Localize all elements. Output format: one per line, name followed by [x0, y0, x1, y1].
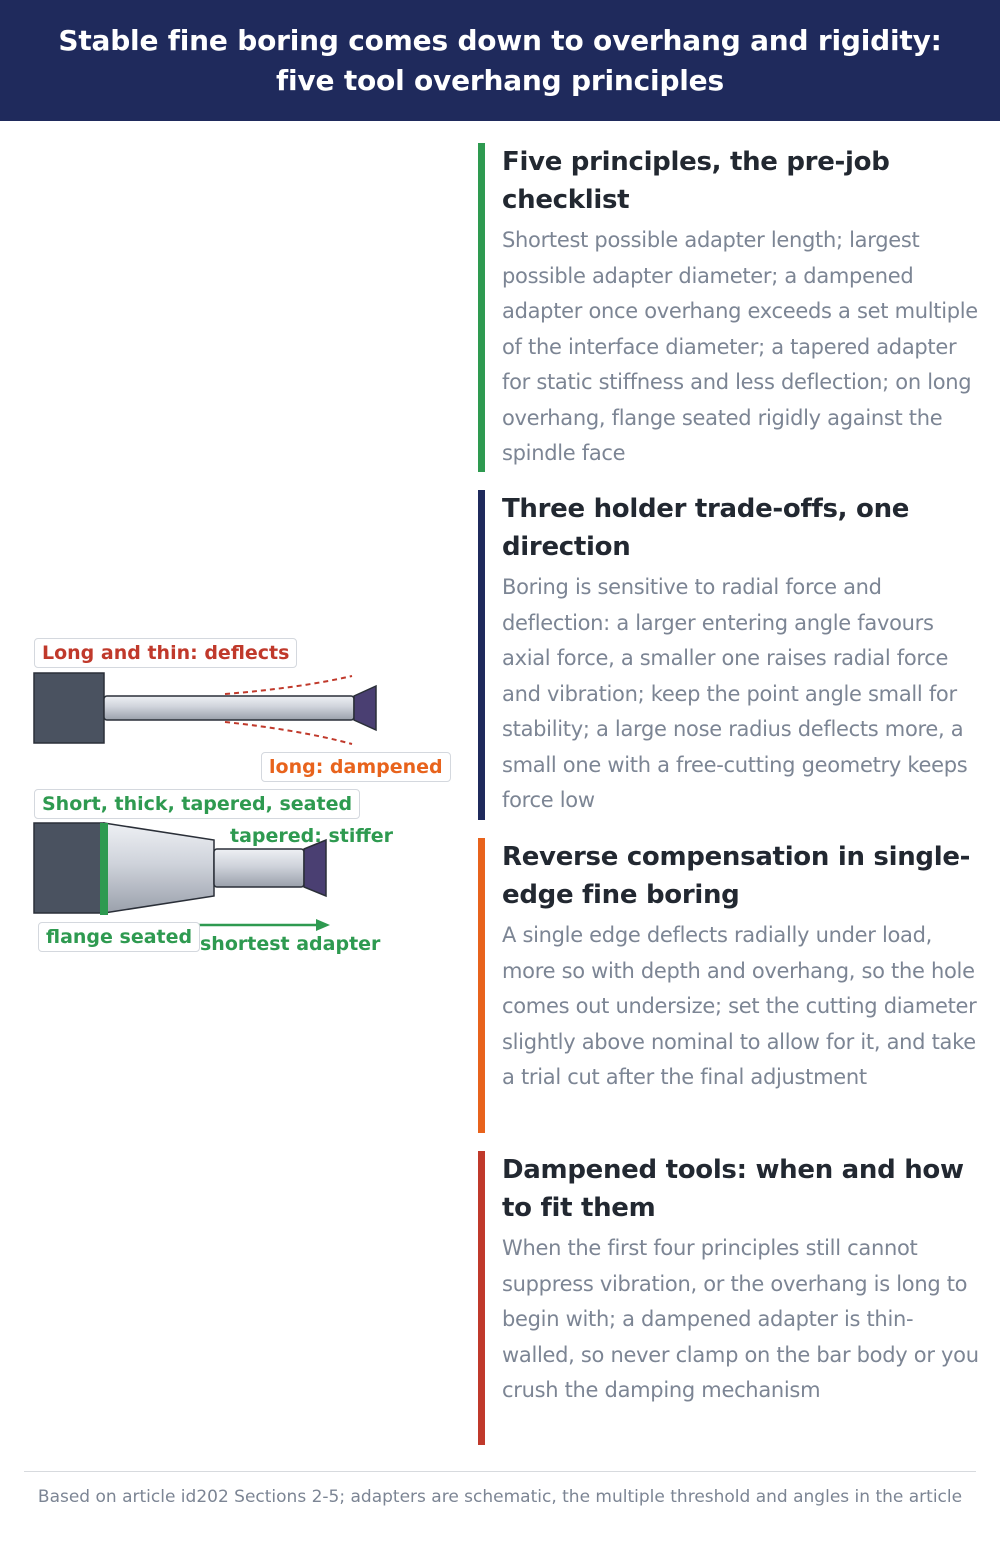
label-tapered-stiffer: tapered: stiffer: [230, 825, 394, 847]
panel-title: Reverse compensation in single-edge fine boring: [502, 842, 971, 910]
overhang-diagram: [0, 600, 470, 1000]
panel-title: Five principles, the pre-job checklist: [502, 147, 890, 215]
spindle-block-short: [34, 823, 104, 913]
short-thick-bar: [214, 849, 304, 887]
panel-body: Boring is sensitive to radial force and deflection: a larger entering angle favours axial force, a smaller one raises radial force and vibration; keep the point angle small for stability; a large nose radius deflects more, a small one with a free-cutting geometry keeps force low: [502, 575, 968, 812]
label-long-dampened: long: dampened: [261, 752, 451, 782]
panel-reverse-compensation: [478, 838, 980, 1133]
deflection-line-lower: [225, 722, 352, 744]
page-title-line-2: five tool overhang principles: [276, 63, 724, 97]
shortest-arrow-head: [316, 919, 330, 931]
insert-short: [304, 840, 326, 896]
panel-body: A single edge deflects radially under load, more so with depth and overhang, so the hole comes out undersize; set the cutting diameter slightly above nominal to allow for it, and take a trial cut after the final adjustment: [502, 923, 977, 1089]
spindle-block-long: [34, 673, 104, 743]
long-thin-bar: [104, 696, 354, 720]
label-long-thin-deflects: Long and thin: deflects: [34, 638, 297, 668]
panel-title: Dampened tools: when and how to fit them: [502, 1155, 964, 1223]
panel-dampened-tools: [478, 1151, 980, 1445]
panel-title: Three holder trade-offs, one direction: [502, 494, 910, 562]
header-banner: [0, 0, 1000, 121]
label-shortest-adapter: shortest adapter: [200, 933, 381, 955]
insert-long: [354, 686, 376, 730]
panel-holder-trade-offs: [478, 490, 980, 820]
deflection-line-upper: [225, 676, 352, 694]
footer-divider: [24, 1471, 976, 1472]
panel-body: Shortest possible adapter length; largest possible adapter diameter; a dampened adapter once overhang exceeds a set multiple of the interface diameter; a tapered adapter for static stiffness and less deflection; on long overhang, flange seated rigidly against the spindle face: [502, 228, 978, 465]
label-short-thick-tapered-seated: Short, thick, tapered, seated: [34, 789, 360, 819]
tapered-adapter: [104, 823, 214, 913]
label-flange-seated: flange seated: [38, 922, 200, 952]
footer-source-note: Based on article id202 Sections 2-5; adapters are schematic, the multiple threshold and angles in the article: [37, 1487, 963, 1507]
flange-seat: [100, 823, 108, 915]
panel-five-principles: [478, 143, 980, 472]
panel-body: When the first four principles still cannot suppress vibration, or the overhang is long to begin with; a dampened adapter is thin-walled, so never clamp on the bar body or you crush the damping mechanism: [502, 1236, 979, 1402]
page-title-line-1: Stable fine boring comes down to overhang and rigidity:: [58, 23, 942, 57]
